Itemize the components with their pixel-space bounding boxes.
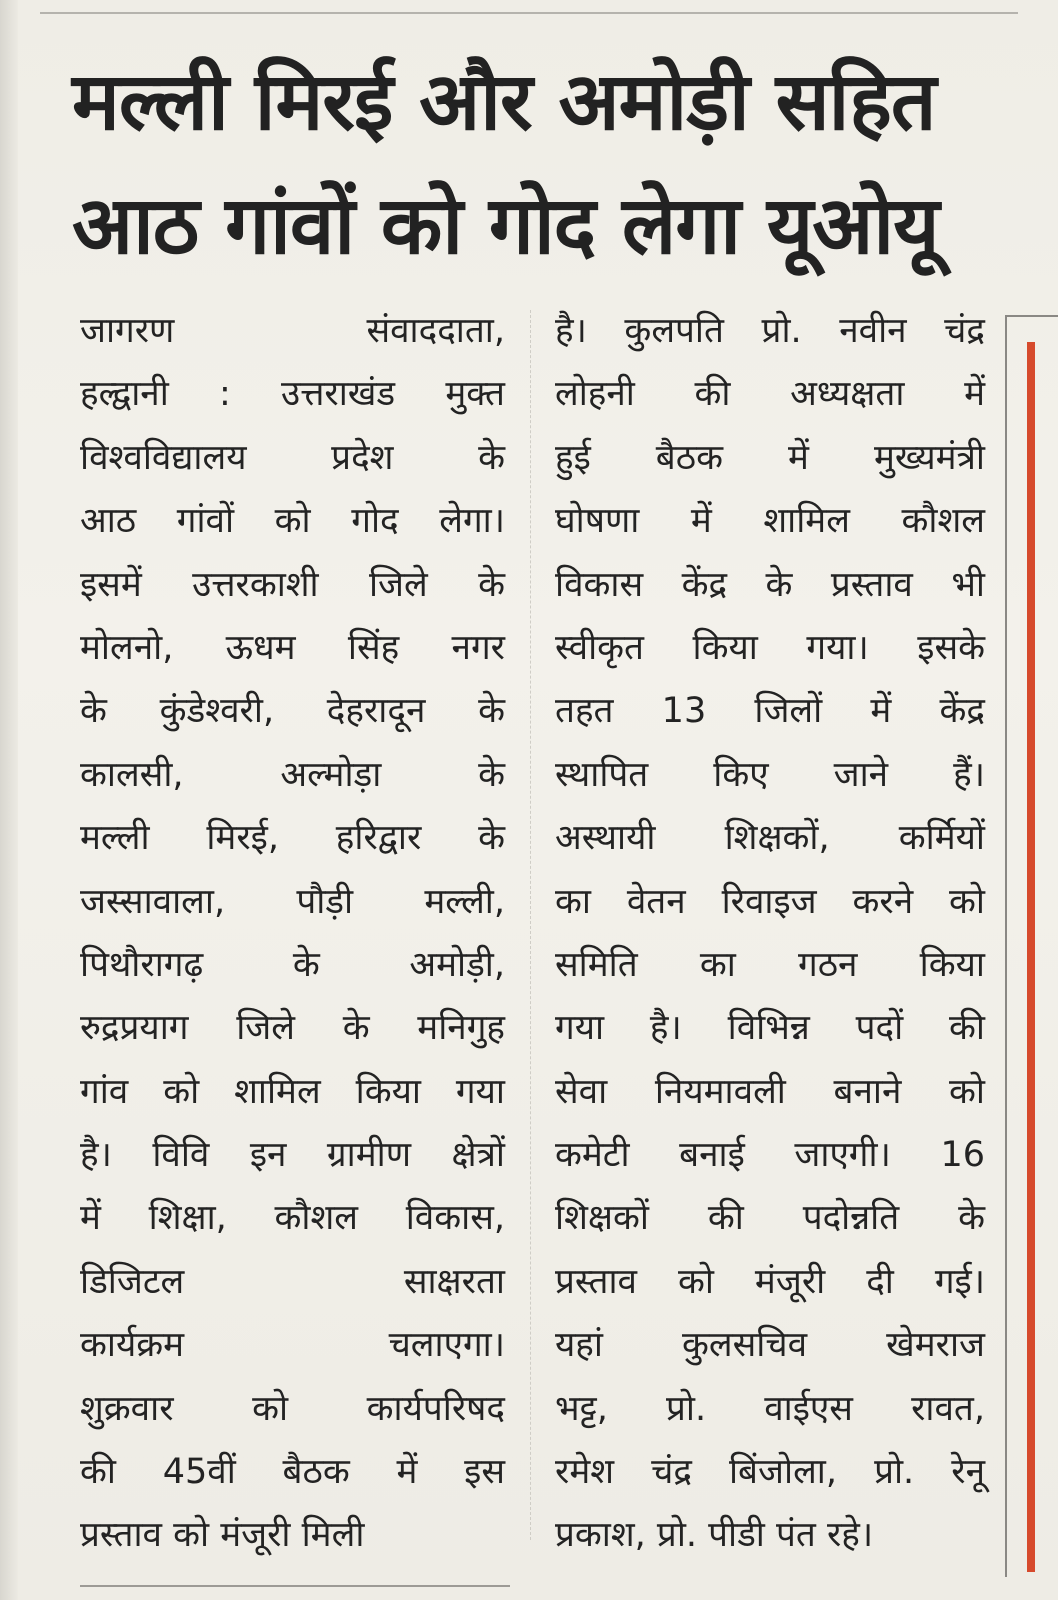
left-column-line: शुक्रवार को कार्यपरिषद — [80, 1388, 505, 1429]
right-column-line: शिक्षकों की पदोन्नति के — [555, 1198, 985, 1239]
left-column-line: आठ गांवों को गोद लेगा। — [80, 501, 505, 542]
right-column-line: का वेतन रिवाइज करने को — [555, 881, 985, 922]
right-column-line: विकास केंद्र के प्रस्ताव भी — [555, 564, 985, 605]
left-column-line: पिथौरागढ़ के अमोड़ी, — [80, 944, 505, 985]
left-column-line: प्रस्ताव को मंजूरी मिली — [80, 1515, 365, 1556]
right-column-line: यहां कुलसचिव खेमराज — [555, 1325, 985, 1366]
right-column-line: लोहनी की अध्यक्षता में — [555, 374, 985, 415]
left-column-line: इसमें उत्तरकाशी जिले के — [80, 564, 505, 605]
left-column-line: मल्ली मिरई, हरिद्वार के — [80, 818, 505, 859]
right-column-line: समिति का गठन किया — [555, 944, 985, 985]
left-column-line: जस्सावाला, पौड़ी मल्ली, — [80, 881, 505, 922]
right-column-line: हुई बैठक में मुख्यमंत्री — [555, 437, 985, 478]
right-column-line: रमेश चंद्र बिंजोला, प्रो. रेनू — [555, 1452, 985, 1493]
article-column-left — [80, 300, 505, 1568]
left-column-line: गांव को शामिल किया गया — [80, 1071, 505, 1112]
headline-line-2: आठ गांवों को गोद लेगा यूओयू — [72, 179, 939, 272]
column-divider — [530, 310, 531, 1540]
left-column-line: रुद्रप्रयाग जिले के मनिगुह — [80, 1008, 505, 1049]
right-column-line: अस्थायी शिक्षकों, कर्मियों — [555, 818, 985, 859]
left-column-line: है। विवि इन ग्रामीण क्षेत्रों — [80, 1135, 505, 1176]
right-column-line: तहत 13 जिलों में केंद्र — [555, 691, 985, 732]
page-edge-shadow — [0, 0, 18, 1600]
left-column-line: विश्वविद्यालय प्रदेश के — [80, 437, 505, 478]
right-column-line: स्वीकृत किया गया। इसके — [555, 627, 985, 668]
headline — [72, 40, 992, 288]
left-column-line: मोलनो, ऊधम सिंह नगर — [80, 627, 505, 668]
headline-line-1: मल्ली मिरई और अमोड़ी सहित — [72, 55, 936, 148]
right-column-line: है। कुलपति प्रो. नवीन चंद्र — [555, 311, 985, 351]
right-column-line: घोषणा में शामिल कौशल — [555, 501, 985, 542]
right-column-line: सेवा नियमावली बनाने को — [555, 1071, 985, 1112]
right-column-line: स्थापित किए जाने हैं। — [555, 754, 985, 795]
top-rule — [40, 0, 1018, 14]
left-column-line: जागरण संवाददाता, — [80, 311, 505, 351]
left-column-line: कालसी, अल्मोड़ा के — [80, 754, 505, 795]
right-column-line: भट्ट, प्रो. वाईएस रावत, — [555, 1388, 985, 1429]
left-column-line: के कुंडेश्वरी, देहरादून के — [80, 691, 505, 732]
left-column-line: कार्यक्रम चलाएगा। — [80, 1325, 505, 1366]
adjacent-article-border — [1005, 315, 1058, 1577]
right-column-line: कमेटी बनाई जाएगी। 16 — [555, 1135, 985, 1176]
article-column-right — [555, 300, 985, 1568]
right-column-line: गया है। विभिन्न पदों की — [555, 1008, 985, 1049]
left-column-line: डिजिटल साक्षरता — [80, 1261, 505, 1302]
adjacent-article-red-strip — [1027, 342, 1035, 1572]
bottom-rule — [80, 1585, 510, 1587]
left-column-line: में शिक्षा, कौशल विकास, — [80, 1198, 505, 1239]
left-column-line: हल्द्वानी : उत्तराखंड मुक्त — [80, 374, 505, 415]
right-column-line: प्रस्ताव को मंजूरी दी गई। — [555, 1261, 985, 1302]
left-column-line: की 45वीं बैठक में इस — [80, 1452, 505, 1493]
right-column-line: प्रकाश, प्रो. पीडी पंत रहे। — [555, 1515, 874, 1556]
